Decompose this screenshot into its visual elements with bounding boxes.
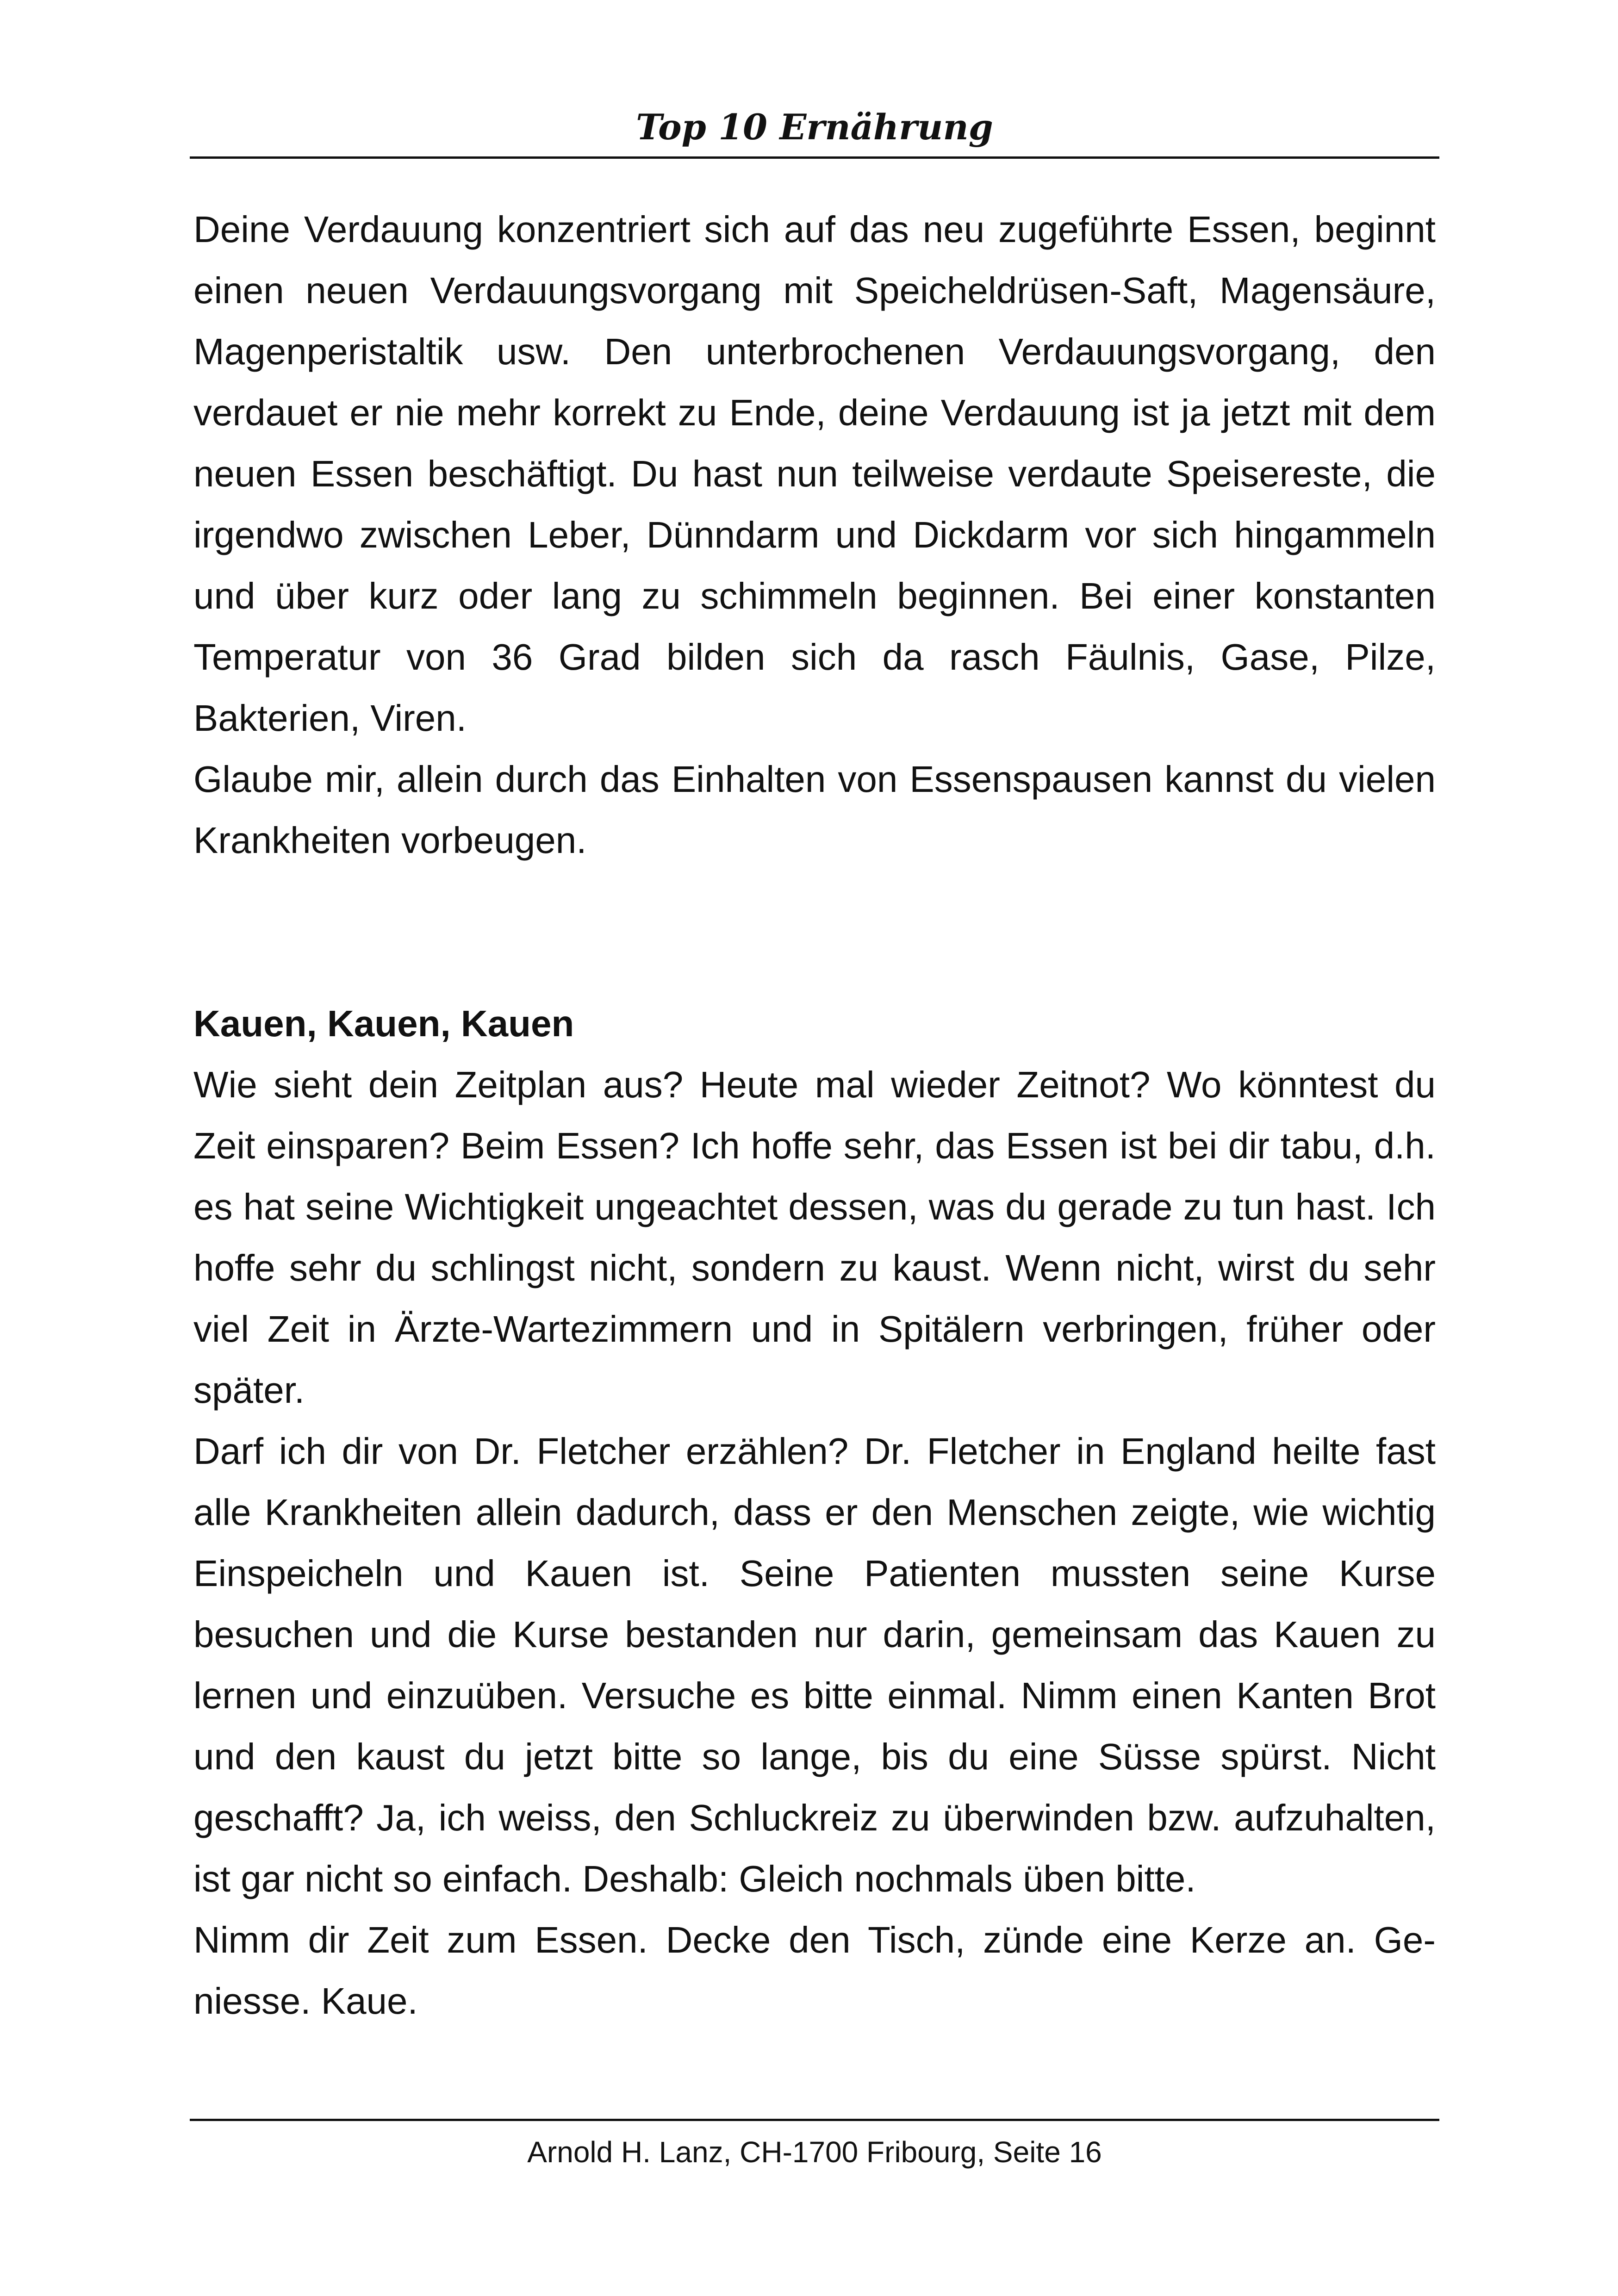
- intro-paragraph-1: Deine Verdauung konzentriert sich auf das neu zugeführte Essen, beginnt einen neuen Verdauungsvorgang mit Speicheldrüsen-Saft, Magensäure, Magenperistaltik usw. Den unterbrochenen Verdauungsvorgang, den verdauet er nie mehr korrekt zu Ende, deine Verdauung ist ja jetzt mit dem neuen Essen beschäftigt. Du hast nun teilweise verdaute Speisereste, die irgendwo zwischen Leber, Dünndarm und Dickdarm vor sich hingammeln und über kurz oder lang zu schimmeln beginnen. Bei einer konstanten Temperatur von 36 Grad bilden sich da rasch Fäulnis, Gase, Pilze, Bakterien, Viren.: [193, 209, 1436, 739]
- header-divider: [190, 156, 1439, 159]
- footer-divider: [190, 2119, 1439, 2121]
- intro-paragraph-2: Glaube mir, allein durch das Einhalten von Essenspausen kannst du vielen Krankheiten vorbeugen.: [193, 759, 1436, 861]
- page-content: [193, 199, 1436, 2032]
- page-header-title: Top 10 Ernährung: [636, 106, 993, 148]
- section-heading-kauen: Kauen, Kauen, Kauen: [193, 1003, 574, 1044]
- kauen-paragraph-3: Nimm dir Zeit zum Essen. Decke den Tisch, zünde eine Kerze an. Geniesse. Kaue.: [193, 1919, 1436, 2022]
- kauen-paragraph-2: Darf ich dir von Dr. Fletcher erzählen? Dr. Fletcher in England heilte fast alle Krankheiten allein dadurch, dass er den Menschen zeigte, wie wichtig Einspeicheln und Kauen ist. Seine Patienten mussten seine Kurse besuchen und die Kurse bestanden nur darin, gemeinsam das Kauen zu lernen und einzuüben. Versuche es bitte einmal. Nimm einen Kanten Brot und den kaust du jetzt bitte so lange, bis du eine Süsse spürst. Nicht geschafft? Ja, ich weiss, den Schluckreiz zu überwinden bzw. aufzuhalten, ist gar nicht so einfach. Deshalb: Gleich nochmals üben bitte.: [193, 1431, 1436, 1899]
- page-footer: Arnold H. Lanz, CH-1700 Fribourg, Seite 16: [527, 2135, 1102, 2169]
- section-spacer: [193, 871, 1436, 993]
- kauen-paragraph-1: Wie sieht dein Zeitplan aus? Heute mal wieder Zeitnot? Wo könntest du Zeit einsparen? Beim Essen? Ich hoffe sehr, das Essen ist bei dir tabu, d.h. es hat seine Wichtigkeit ungeachtet dessen, was du gerade zu tun hast. Ich hoffe sehr du schlingst nicht, sondern zu kaust. Wenn nicht, wirst du sehr viel Zeit in Ärzte-Wartezimmern und in Spitälern verbringen, früher oder später.: [193, 1064, 1436, 1411]
